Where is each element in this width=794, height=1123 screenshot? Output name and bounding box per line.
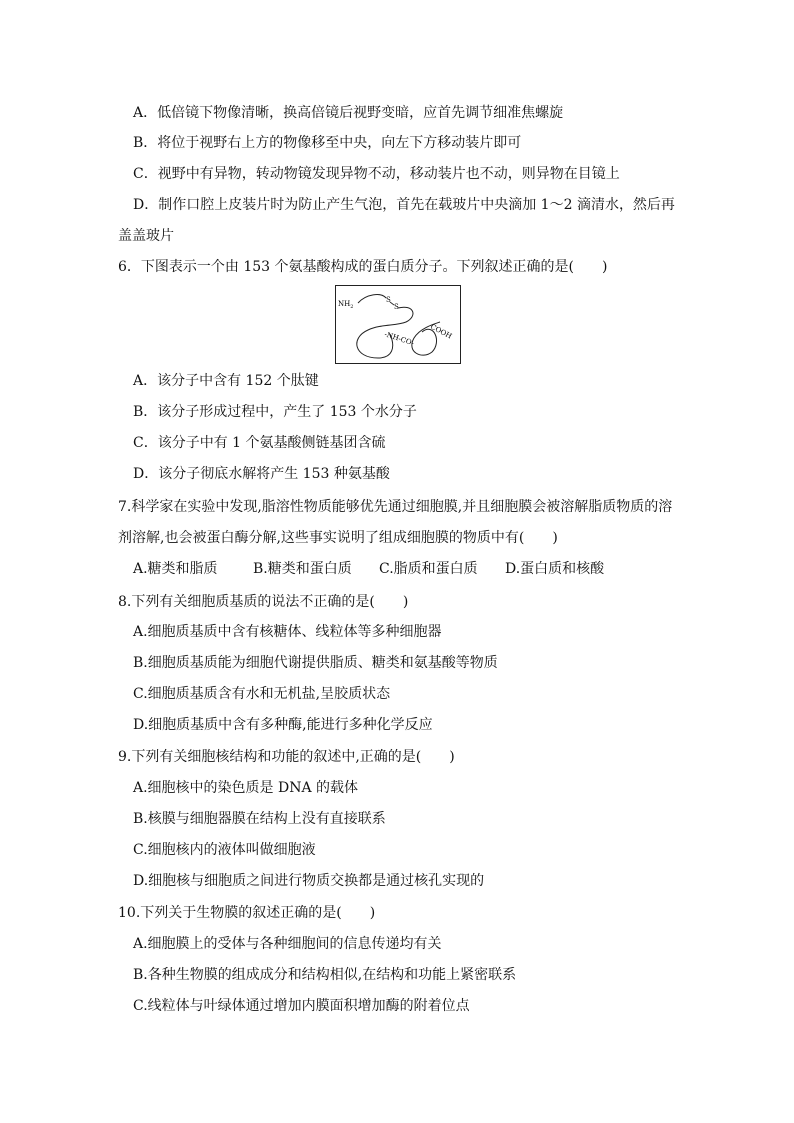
q10-option-b: B.各种生物膜的组成成分和结构相似,在结构和功能上紧密联系 xyxy=(133,967,517,983)
q9-option-a: A.细胞核中的染色质是 DNA 的载体 xyxy=(133,780,359,796)
protein-chain-svg xyxy=(336,286,460,363)
q5-option-c: C．视野中有异物，转动物镜发现异物不动，移动装片也不动，则异物在目镜上 xyxy=(133,166,620,182)
q7-option-c: C.脂质和蛋白质 xyxy=(379,561,478,577)
q6-option-c: C．该分子中有 1 个氨基酸侧链基团含硫 xyxy=(133,435,386,451)
q6-option-b: B．该分子形成过程中，产生了 153 个水分子 xyxy=(133,404,417,420)
q9-option-b: B.核膜与细胞器膜在结构上没有直接联系 xyxy=(133,811,386,827)
q5-option-a: A．低倍镜下物像清晰，换高倍镜后视野变暗，应首先调节细准焦螺旋 xyxy=(133,105,564,121)
q5-option-b: B．将位于视野右上方的物像移至中央，向左下方移动装片即可 xyxy=(133,135,522,151)
q6-option-d: D．该分子彻底水解将产生 153 种氨基酸 xyxy=(133,466,390,482)
question-6: 6．下图表示一个由 153 个氨基酸构成的蛋白质分子。下列叙述正确的是( ) xyxy=(118,259,608,275)
question-9: 9.下列有关细胞核结构和功能的叙述中,正确的是( ) xyxy=(118,749,455,765)
q8-option-d: D.细胞质基质中含有多种酶,能进行多种化学反应 xyxy=(133,717,433,733)
q9-option-d: D.细胞核与细胞质之间进行物质交换都是通过核孔实现的 xyxy=(133,873,485,889)
sulfur-label-2: S xyxy=(394,303,399,311)
nh2-label: $NH_2$ xyxy=(338,300,354,310)
question-10: 10.下列关于生物膜的叙述正确的是( ) xyxy=(118,905,376,921)
sulfur-label-1: S xyxy=(386,296,391,304)
peptide-bond-label: -NH-CO- xyxy=(383,330,416,348)
q7-option-a: A.糖类和脂质 xyxy=(133,561,218,577)
q8-option-a: A.细胞质基质中含有核糖体、线粒体等多种细胞器 xyxy=(133,624,442,640)
protein-molecule-diagram xyxy=(335,285,461,364)
q8-option-b: B.细胞质基质能为细胞代谢提供脂质、糖类和氨基酸等物质 xyxy=(133,655,498,671)
cooh-label: COOH xyxy=(429,322,454,341)
question-7: 7.科学家在实验中发现,脂溶性物质能够优先通过细胞膜,并且细胞膜会被溶解脂质物质的溶 xyxy=(118,499,673,515)
q10-option-a: A.细胞膜上的受体与各种细胞间的信息传递均有关 xyxy=(133,936,442,952)
q5-option-d-continued: 盖盖玻片 xyxy=(118,228,174,244)
q9-option-c: C.细胞核内的液体叫做细胞液 xyxy=(133,842,316,858)
q7-option-b: B.糖类和蛋白质 xyxy=(253,561,352,577)
q6-option-a: A．该分子中含有 152 个肽键 xyxy=(133,373,319,389)
question-7-continued: 剂溶解,也会被蛋白酶分解,这些事实说明了组成细胞膜的物质中有( ) xyxy=(118,530,558,546)
q5-option-d: D．制作口腔上皮装片时为防止产生气泡，首先在载玻片中央滴加 1～2 滴清水，然后再 xyxy=(133,197,675,213)
q7-option-d: D.蛋白质和核酸 xyxy=(505,561,605,577)
question-8: 8.下列有关细胞质基质的说法不正确的是( ) xyxy=(118,594,409,610)
chain-segment-top xyxy=(358,295,386,303)
q10-option-c: C.线粒体与叶绿体通过增加内膜面积增加酶的附着位点 xyxy=(133,998,470,1014)
q8-option-c: C.细胞质基质含有水和无机盐,呈胶质状态 xyxy=(133,686,391,702)
